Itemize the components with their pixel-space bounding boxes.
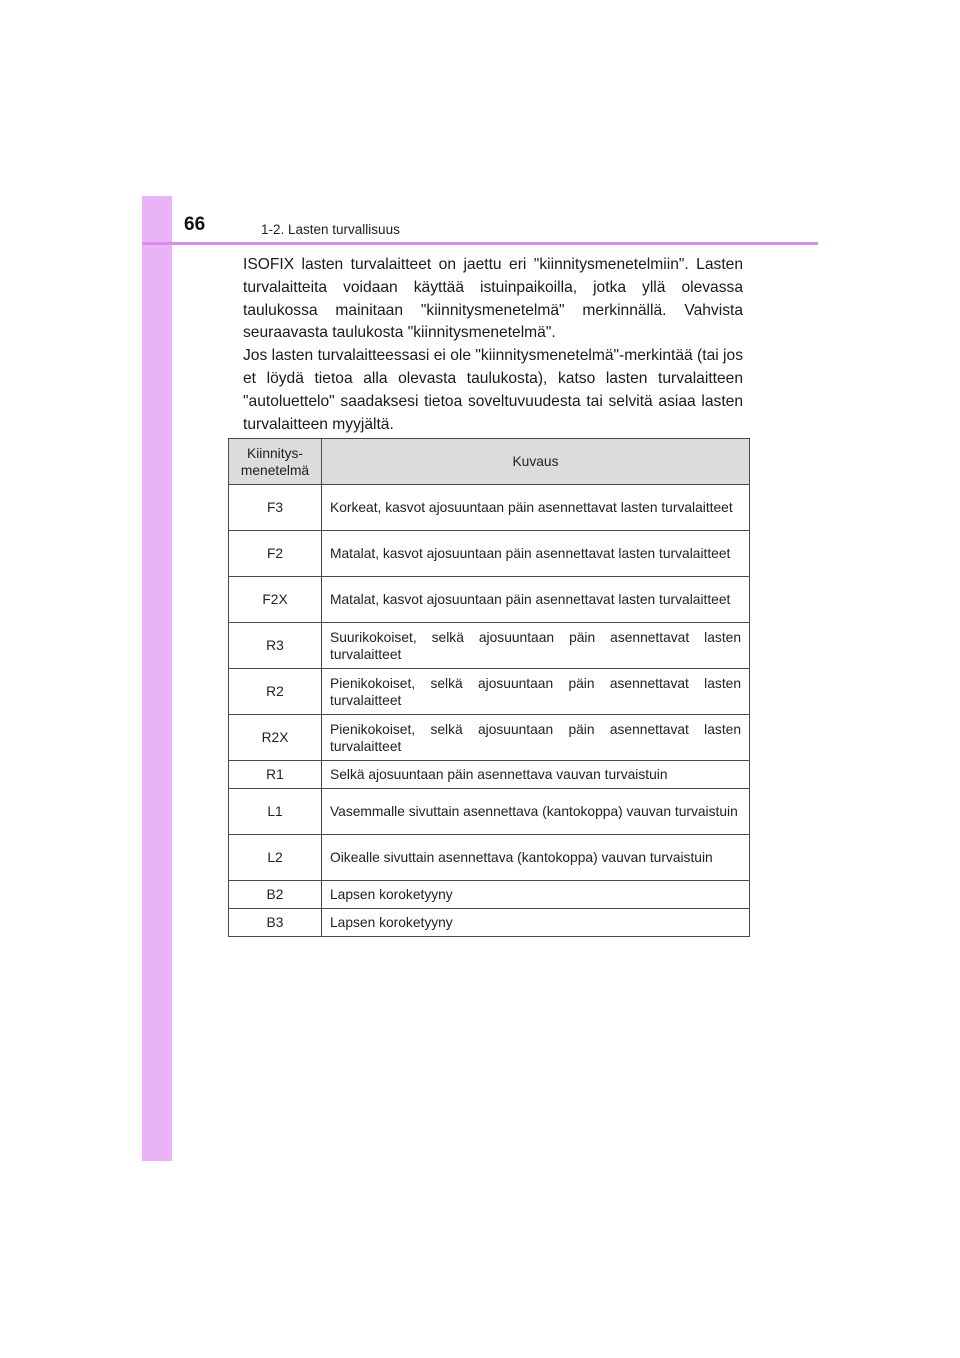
row-description: Matalat, kasvot ajosuuntaan päin asennettavat lasten turvalaitteet	[322, 531, 750, 577]
row-code: B2	[229, 881, 322, 909]
header-method	[229, 439, 322, 485]
row-description: Pienikokoiset, selkä ajosuuntaan päin asennettavat lasten turvalaitteet	[322, 669, 750, 715]
row-code: F2	[229, 531, 322, 577]
page-number: 66	[184, 214, 206, 235]
table-row	[229, 577, 750, 623]
row-description: Vasemmalle sivuttain asennettava (kantokoppa) vauvan turvaistuin	[322, 789, 750, 835]
row-code: R1	[229, 761, 322, 789]
row-description: Matalat, kasvot ajosuuntaan päin asennettavat lasten turvalaitteet	[322, 577, 750, 623]
row-description: Selkä ajosuuntaan päin asennettava vauvan turvaistuin	[322, 761, 750, 789]
row-description: Pienikokoiset, selkä ajosuuntaan päin asennettavat lasten turvalaitteet	[322, 715, 750, 761]
row-description: Suurikokoiset, selkä ajosuuntaan päin asennettavat lasten turvalaitteet	[322, 623, 750, 669]
fixture-table	[228, 438, 750, 937]
row-code: B3	[229, 909, 322, 937]
chapter-side-strip	[142, 196, 172, 1161]
row-description: Lapsen koroketyyny	[322, 881, 750, 909]
table-row	[229, 485, 750, 531]
section-title: 1-2. Lasten turvallisuus	[261, 222, 400, 237]
row-code: R3	[229, 623, 322, 669]
table-header-row	[229, 439, 750, 485]
table-row	[229, 835, 750, 881]
row-code: F3	[229, 485, 322, 531]
header-description: Kuvaus	[322, 439, 750, 485]
row-code: L2	[229, 835, 322, 881]
intro-paragraph-2: Jos lasten turvalaitteessasi ei ole "kiinnitysmenetelmä"-merkintää (tai jos et löydä tietoa alla olevasta taulukosta), katso lasten turvalaitteen "autoluettelo" saadaksesi tietoa soveltuvuudesta tai selvitä asiaa lasten turvalaitteen myyjältä.	[243, 347, 743, 433]
header-method-line-1: Kiinnitys-	[247, 445, 303, 461]
row-description: Lapsen koroketyyny	[322, 909, 750, 937]
attachment-method-table	[228, 438, 750, 937]
table-row	[229, 531, 750, 577]
intro-paragraph-1: ISOFIX lasten turvalaitteet on jaettu eri "kiinnitysmenetelmiin". Lasten turvalaitteita voidaan käyttää istuinpaikoilla, jotka yllä olevassa taulukossa mainitaan "kiinnitysmenetelmä" merkinnällä. Vahvista seuraavasta taulukosta "kiinnitysmenetelmä".	[243, 256, 743, 342]
row-code: L1	[229, 789, 322, 835]
header-method-line-2: menetelmä	[240, 462, 310, 478]
table-row	[229, 669, 750, 715]
header-divider	[142, 242, 818, 245]
table-row	[229, 881, 750, 909]
table-row	[229, 789, 750, 835]
table-row	[229, 715, 750, 761]
row-code: R2	[229, 669, 322, 715]
table-row	[229, 623, 750, 669]
table-row	[229, 909, 750, 937]
table-row	[229, 761, 750, 789]
row-description: Oikealle sivuttain asennettava (kantokoppa) vauvan turvaistuin	[322, 835, 750, 881]
intro-text	[243, 254, 743, 436]
row-code: R2X	[229, 715, 322, 761]
row-description: Korkeat, kasvot ajosuuntaan päin asennettavat lasten turvalaitteet	[322, 485, 750, 531]
row-code: F2X	[229, 577, 322, 623]
